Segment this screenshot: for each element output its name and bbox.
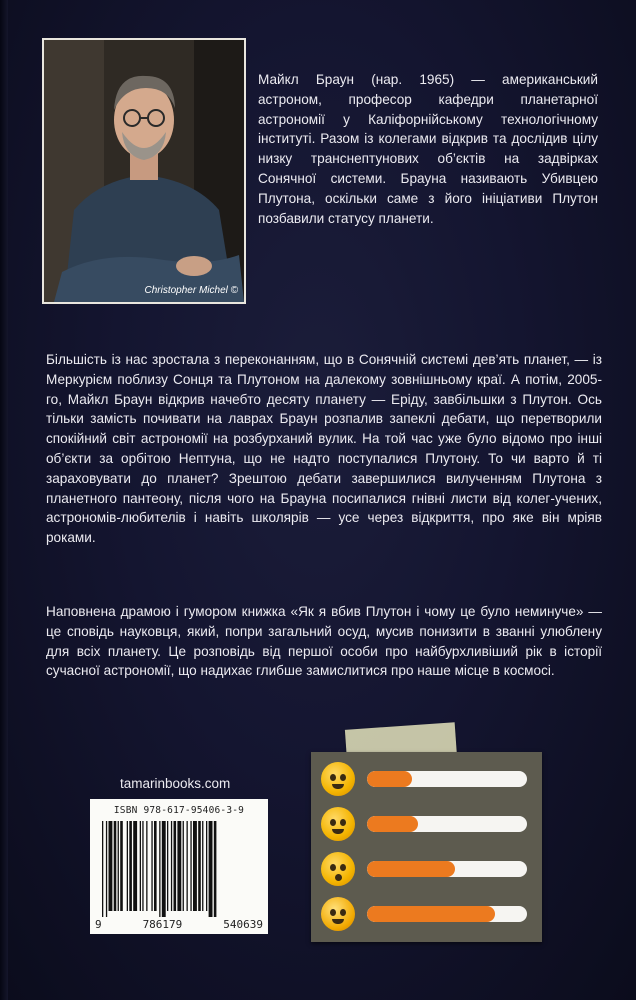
barcode-bar <box>206 821 207 911</box>
rating-bar-fill <box>367 861 455 877</box>
rating-bar <box>367 906 527 922</box>
barcode-bar <box>109 821 113 911</box>
grinning-face-icon <box>321 807 355 841</box>
smiling-face-icon <box>321 762 355 796</box>
rating-sticky-note <box>311 752 542 942</box>
cover-spine-edge <box>0 0 8 1000</box>
rating-row <box>321 850 531 886</box>
barcode-bar <box>198 821 201 911</box>
barcode-bar <box>171 821 172 911</box>
rating-bar-fill <box>367 816 418 832</box>
author-portrait-illustration <box>44 40 244 302</box>
rating-bar <box>367 771 527 787</box>
rating-row <box>321 805 531 841</box>
barcode-bar <box>187 821 188 911</box>
barcode-bar <box>146 821 147 911</box>
isbn-digit-group-2: 540639 <box>223 918 263 931</box>
barcode-bar <box>118 821 119 911</box>
description-paragraph-2: Наповнена драмою і гумором книжка «Як я вбив Плутон і чому це було неминуче» — це сповідь науковця, який, попри загальний осуд, мусив понизити в званні улюблену для всіх планету. Це розповідь від першої особи про найбурхливіший рік в історії сучасної астрономії, що надихає глибше замислитися про наше місце в космосі. <box>46 604 602 679</box>
barcode-bar <box>102 821 103 917</box>
barcode-bar <box>127 821 128 911</box>
barcode-bar <box>183 821 184 911</box>
exploding-head-icon <box>321 897 355 931</box>
barcode-bar <box>162 821 166 917</box>
barcode-bar <box>202 821 203 911</box>
barcode-bar <box>140 821 141 911</box>
surprised-face-icon <box>321 852 355 886</box>
barcode-bar <box>177 821 181 911</box>
barcode-bar <box>142 821 143 911</box>
author-photo <box>42 38 246 304</box>
barcode-bar <box>209 821 213 917</box>
rating-bar-fill <box>367 771 412 787</box>
barcode-bar <box>151 821 152 911</box>
barcode-bar <box>133 821 137 911</box>
barcode-bar <box>193 821 197 911</box>
barcode-bar <box>167 821 168 911</box>
barcode-bar <box>159 821 160 917</box>
barcode-bar <box>214 821 217 917</box>
barcode-bar <box>106 821 107 917</box>
barcode-bar <box>114 821 117 911</box>
rating-bar <box>367 861 527 877</box>
rating-row <box>321 760 531 796</box>
isbn-digit-prefix: 9 <box>95 918 102 931</box>
author-bio: Майкл Браун (нар. 1965) — американський астроном, професор кафедри планетарної астрономії у Каліфорнійському технологічному інституті. Разом із колегами відкрив та дослідив цілу низку транснептунових об’єктів на задвірках Сонячної системи. Брауна називають Убивцею Плутона, оскільки саме з його ініціативи Плутон позбавили статусу планети. <box>258 72 598 226</box>
barcode-bar <box>129 821 132 911</box>
publisher-website: tamarinbooks.com <box>120 776 231 791</box>
isbn-label: ISBN 978-617-95406-3-9 <box>113 805 245 816</box>
barcode-bar <box>190 821 191 911</box>
isbn-digits <box>95 918 263 931</box>
photo-credit: Christopher Michel © <box>144 285 238 296</box>
barcode-bar <box>154 821 157 911</box>
isbn-digit-group-1: 786179 <box>142 918 183 931</box>
description-paragraph-1: Більшість із нас зростала з переконанням, що в Сонячній системі дев’ять планет, — із Меркурієм поблизу Сонця та Плутоном на далекому зовнішньому краї. А потім, 2005-го, Майкл Браун відкрив начебто десяту планету — Еріду, завбільшки з Плутон. Ось тільки замість почивати на лаврах Браун розпалив запеклі дебати, що перетворили спокійний світ астрономії на розбурханий вулик. На той час уже було відомо про інші об’єкти за орбітою Нептуна, що не надто поступалися Плутону. То чи варто й ті зараховувати до планет? Зрештою дебати завершилися вилученням Плутона з планетного пантеону, після чого на Брауна посипалися гнівні листи від колег-учених, астрономів-любителів і навіть школярів — усе через відкриття, про яке він мріяв роками. <box>46 352 602 546</box>
isbn-barcode <box>90 799 268 934</box>
barcode-bars <box>90 799 268 934</box>
barcode-bar <box>120 821 123 911</box>
barcode-bar <box>174 821 177 911</box>
rating-row <box>321 895 531 931</box>
rating-bar <box>367 816 527 832</box>
rating-bar-fill <box>367 906 495 922</box>
